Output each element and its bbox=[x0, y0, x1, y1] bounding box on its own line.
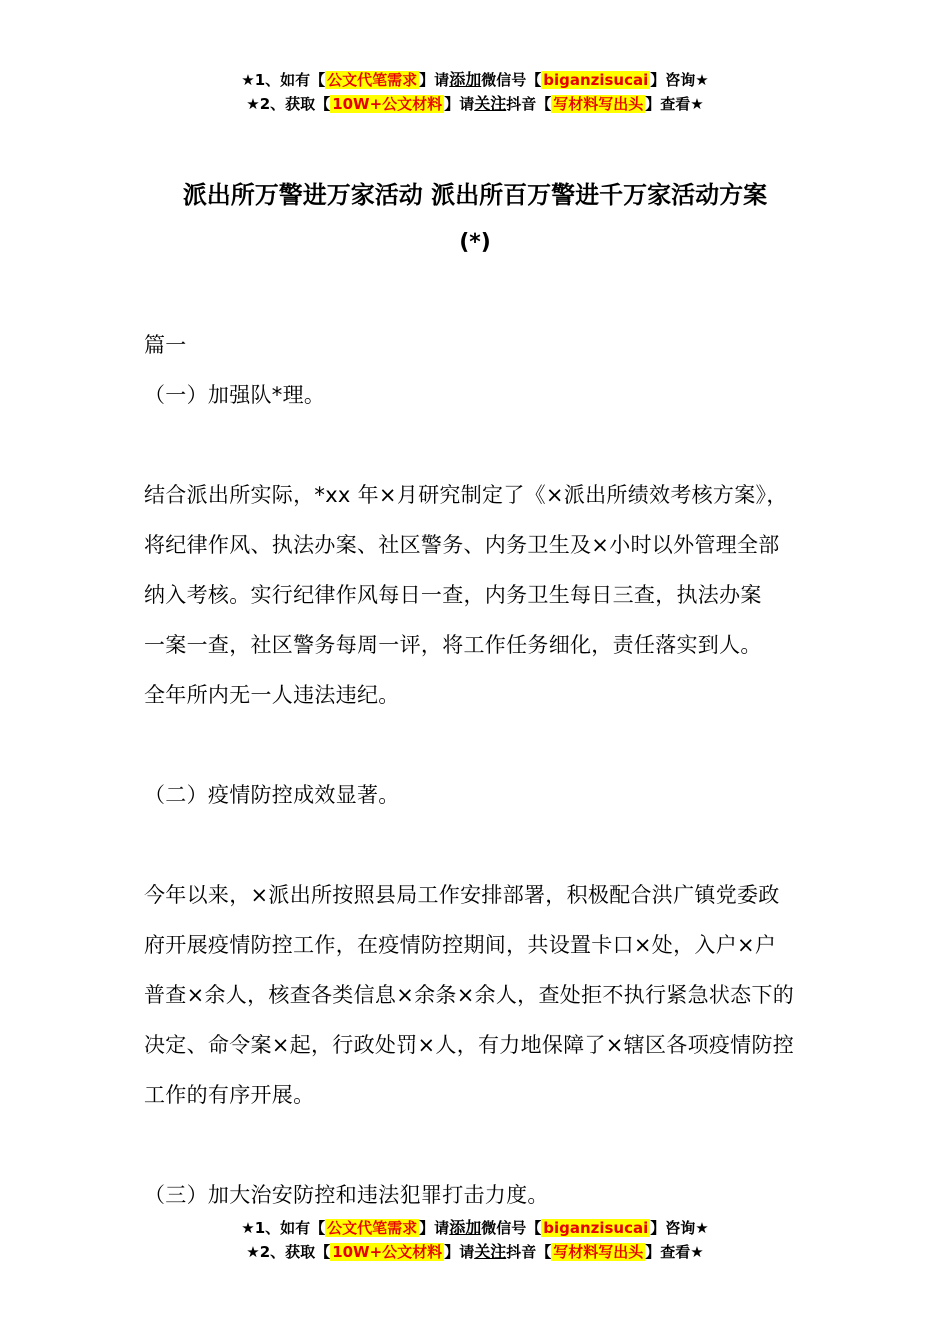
promo-text: 微信号【 bbox=[481, 1219, 542, 1237]
promo-underline: 关注 bbox=[474, 1242, 507, 1261]
promo-text: ★2、获取【 bbox=[246, 95, 331, 113]
paragraph-line: 府开展疫情防控工作，在疫情防控期间，共设置卡口×处，入户×户 bbox=[144, 933, 777, 957]
promo-text: 微信号【 bbox=[481, 71, 542, 89]
promo-highlight: 10W+公文材料 bbox=[332, 1243, 443, 1261]
promo-text: 】查看★ bbox=[645, 95, 704, 113]
promo-highlight: 公文代笔需求 bbox=[327, 1219, 418, 1237]
promo-text: 】请 bbox=[444, 95, 475, 113]
promo-banner-top bbox=[0, 68, 950, 116]
paragraph-line: 全年所内无一人违法违纪。 bbox=[144, 683, 400, 707]
promo-text: 】请 bbox=[419, 1219, 450, 1237]
promo-highlight: 公文代笔需求 bbox=[327, 71, 418, 89]
paragraph-line: 普查×余人，核查各类信息×余条×余人，查处拒不执行紧急状态下的 bbox=[144, 983, 795, 1007]
promo-underline: 添加 bbox=[449, 70, 482, 89]
heading-3: （三）加大治安防控和违法犯罪打击力度。 bbox=[144, 1183, 549, 1207]
promo-underline: 关注 bbox=[474, 94, 507, 113]
paragraph-line: 纳入考核。实行纪律作风每日一查，内务卫生每日三查，执法办案 bbox=[144, 583, 762, 607]
paragraph-line: 工作的有序开展。 bbox=[144, 1083, 315, 1107]
paragraph-line: 结合派出所实际，*xx 年×月研究制定了《×派出所绩效考核方案》， bbox=[144, 483, 788, 507]
paragraph-line: 决定、命令案×起，行政处罚×人，有力地保障了×辖区各项疫情防控 bbox=[144, 1033, 795, 1057]
promo-highlight: 10W+公文材料 bbox=[332, 95, 443, 113]
doc-title-suffix: (*) bbox=[459, 230, 491, 255]
heading-2: （二）疫情防控成效显著。 bbox=[144, 783, 400, 807]
promo-text: 】查看★ bbox=[645, 1243, 704, 1261]
promo-text: 抖音【 bbox=[506, 95, 552, 113]
promo-highlight: 写材料写出头 bbox=[553, 1243, 644, 1261]
promo-text: 】咨询★ bbox=[650, 71, 709, 89]
promo-line-1 bbox=[0, 1216, 950, 1240]
doc-title: 派出所万警进万家活动 派出所百万警进千万家活动方案 bbox=[182, 181, 768, 209]
promo-highlight: biganzisucai bbox=[543, 1219, 649, 1237]
promo-highlight: 写材料写出头 bbox=[553, 95, 644, 113]
promo-text: 抖音【 bbox=[506, 1243, 552, 1261]
promo-text: ★2、获取【 bbox=[246, 1243, 331, 1261]
promo-text: 】咨询★ bbox=[650, 1219, 709, 1237]
section-label: 篇一 bbox=[144, 333, 187, 357]
paragraph-line: 今年以来，×派出所按照县局工作安排部署，积极配合洪广镇党委政 bbox=[144, 883, 780, 907]
promo-banner-bottom bbox=[0, 1216, 950, 1264]
doc-body bbox=[144, 320, 814, 1220]
paragraph-1 bbox=[144, 470, 814, 720]
promo-underline: 添加 bbox=[449, 1218, 482, 1237]
promo-highlight: biganzisucai bbox=[543, 71, 649, 89]
promo-line-1 bbox=[0, 68, 950, 92]
paragraph-line: 将纪律作风、执法办案、社区警务、内务卫生及×小时以外管理全部 bbox=[144, 533, 780, 557]
promo-line-2 bbox=[0, 92, 950, 116]
promo-text: 】请 bbox=[419, 71, 450, 89]
promo-text: ★1、如有【 bbox=[241, 71, 326, 89]
heading-1: （一）加强队*理。 bbox=[144, 383, 326, 407]
promo-text: ★1、如有【 bbox=[241, 1219, 326, 1237]
promo-text: 】请 bbox=[444, 1243, 475, 1261]
promo-line-2 bbox=[0, 1240, 950, 1264]
paragraph-2 bbox=[144, 870, 814, 1120]
paragraph-line: 一案一查，社区警务每周一评，将工作任务细化，责任落实到人。 bbox=[144, 633, 762, 657]
